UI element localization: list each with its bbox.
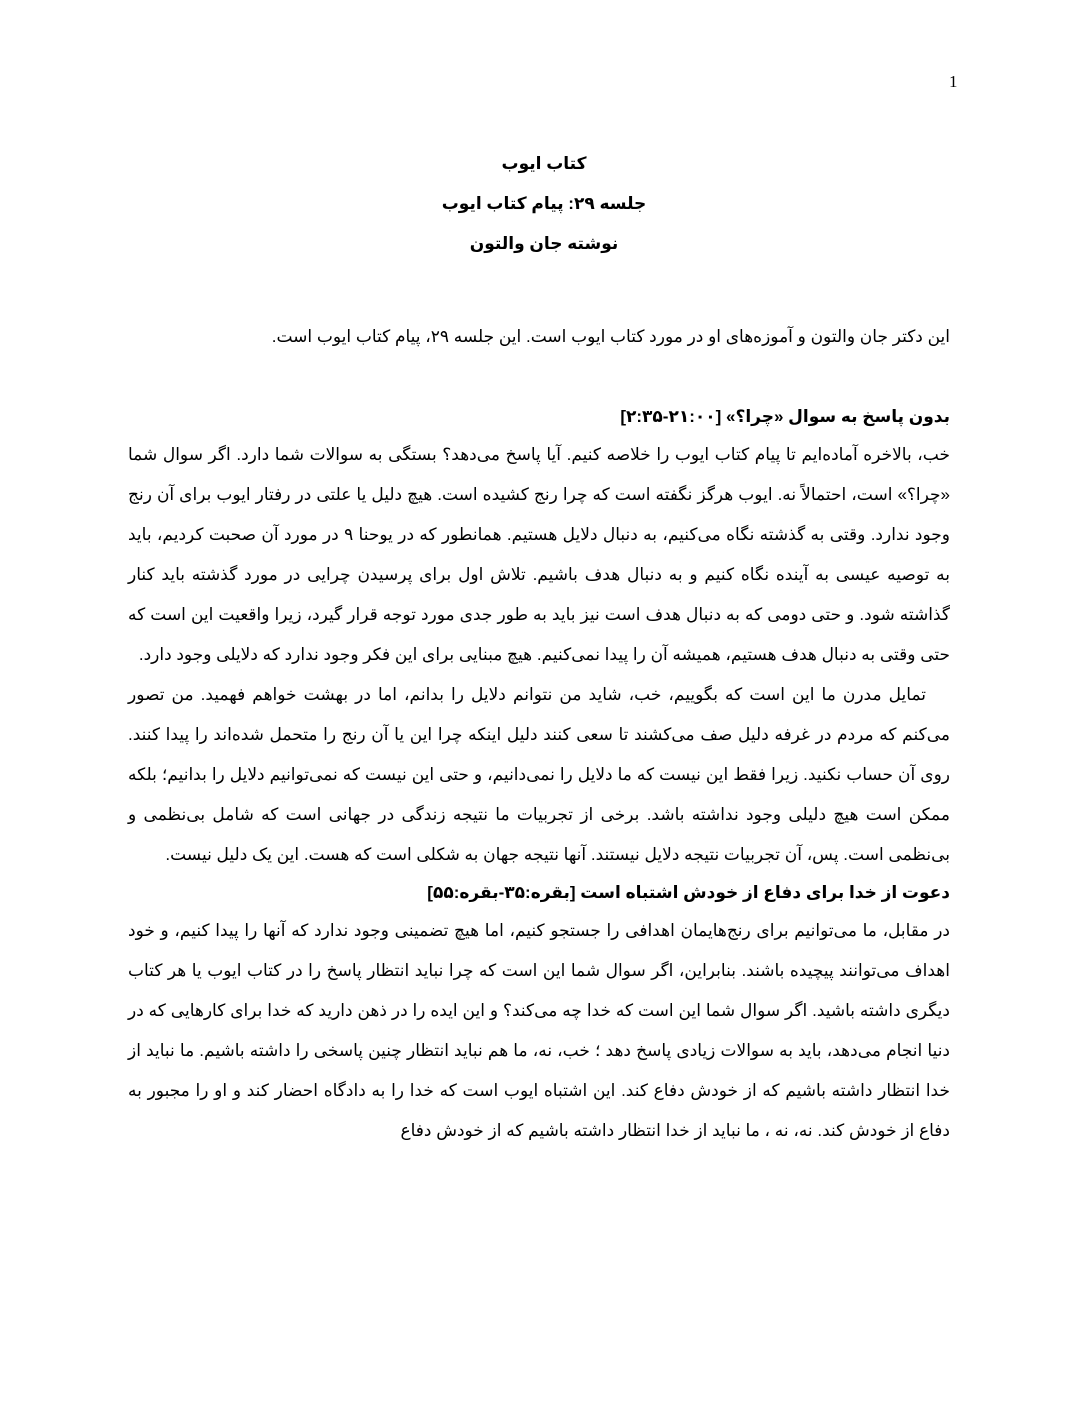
body-paragraph: تمایل مدرن ما این است که بگوییم، خب، شاید من نتوانم دلایل را بدانم، اما در بهشت خواهم فهمید. من تصور می‌کنم که مردم در غرفه دلیل صف می‌کشند تا سعی کنند دلیل اینکه چرا این یا آن رنج را متحمل شده‌اند را پیدا کنند. روی آن حساب نکنید. زیرا فقط این نیست که ما دلایل را نمی‌دانیم، و حتی این نیست که نمی‌توانیم دلایل را بدانیم؛ بلکه ممکن است هیچ دلیلی وجود نداشته باشد. برخی از تجربیات ما نتیجه زندگی در جهانی است که شامل بی‌نظمی و بی‌نظمی است. پس، آن تجربیات نتیجه دلایل نیستند. آنها نتیجه جهان به شکلی است که هست. این یک دلیل نیست. [128,685,950,864]
page-number: 1 [949,72,958,91]
author-line: نوشته جان والتون [469,234,619,253]
document-body [128,300,950,1151]
document-titles [0,144,1088,264]
book-title: کتاب ایوب [501,154,587,173]
section-heading: بدون پاسخ به سوال «چرا؟» [۲۱:۰۰-۲:۳۵] [620,407,950,426]
intro-paragraph: این دکتر جان والتون و آموزه‌های او در مورد کتاب ایوب است. این جلسه ۲۹، پیام کتاب ایوب است. [271,327,950,346]
section-heading: دعوت از خدا برای دفاع از خودش اشتباه است [بقره:۳۵-بقره:۵۵] [427,883,950,902]
section [128,399,950,875]
session-title: جلسه ۲۹: پیام کتاب ایوب [441,194,647,213]
body-paragraph: در مقابل، ما می‌توانیم برای رنج‌هایمان اهدافی را جستجو کنیم، اما هیچ تضمینی وجود ندارد که آنها را پیدا کنیم، و خود اهداف می‌توانند پیچیده باشند. بنابراین، اگر سوال شما این است که چرا نباید انتظار پاسخ را در کتاب ایوب یا هر کتاب دیگری داشته باشید. اگر سوال شما این است که خدا چه می‌کند؟ و این ایده را در ذهن دارید که خدا برای کارهایی که در دنیا انجام می‌دهد، باید به سوالات زیادی پاسخ دهد ؛ خب، نه، ما هم نباید انتظار چنین پاسخی را داشته باشیم. ما نباید از خدا انتظار داشته باشیم که از خودش دفاع کند. این اشتباه ایوب است که خدا را به دادگاه احضار کند و او را مجبور به دفاع از خودش کند. نه، نه ، ما نباید از خدا انتظار داشته باشیم که از خودش دفاع [128,921,950,1140]
section [128,875,950,1151]
body-paragraph: خب، بالاخره آماده‌ایم تا پیام کتاب ایوب را خلاصه کنیم. آیا پاسخ می‌دهد؟ بستگی به سوالات شما دارد. اگر سوال شما «چرا؟» است، احتمالاً نه. ایوب هرگز نگفته است که چرا رنج کشیده است. هیچ دلیل یا علتی در رفتار ایوب برای آن رنج وجود ندارد. وقتی به گذشته نگاه می‌کنیم، به دنبال دلایل هستیم. همانطور که در یوحنا ۹ در مورد آن صحبت کردیم، باید به توصیه عیسی به آینده نگاه کنیم و به دنبال هدف باشیم. تلاش اول برای پرسیدن چرایی در مورد گذشته باید کنار گذاشته شود. و حتی دومی که به دنبال هدف است نیز باید به طور جدی مورد توجه قرار گیرد، زیرا واقعیت این است که حتی وقتی به دنبال هدف هستیم، همیشه آن را پیدا نمی‌کنیم. هیچ مبنایی برای این فکر وجود ندارد که دلایلی وجود دارد. [128,445,950,664]
